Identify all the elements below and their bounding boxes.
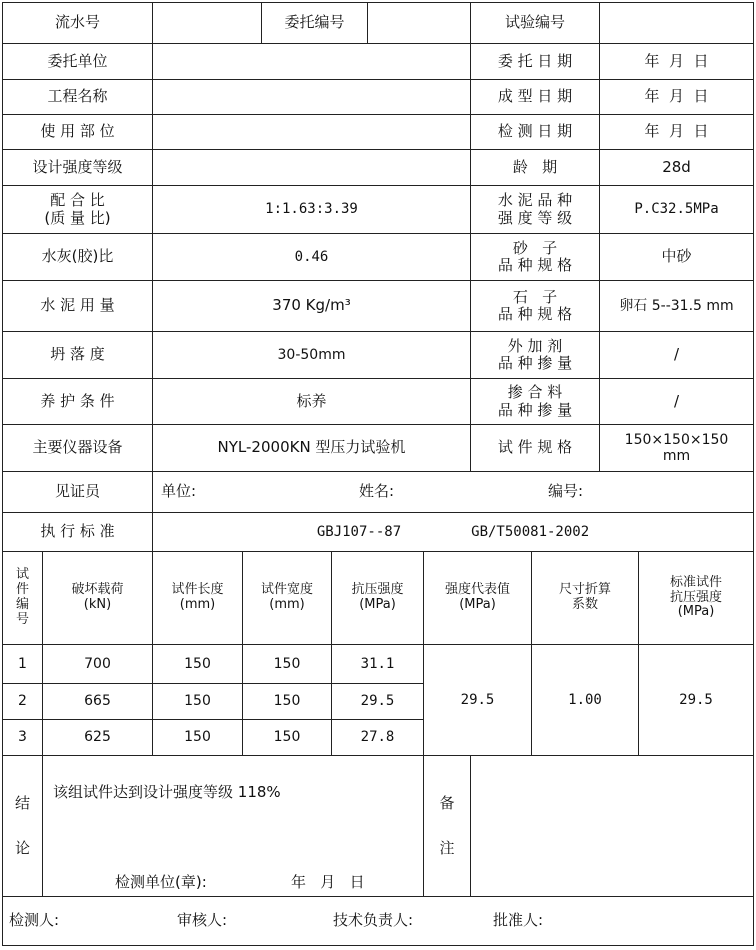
specimen-no-header-char4: 号 bbox=[15, 611, 29, 627]
standard-strength-header-line2: 抗压强度 bbox=[669, 589, 722, 605]
conclusion-unit-stamp: 检测单位(章): bbox=[115, 873, 207, 891]
standard-value-1: GBJ107--87 bbox=[316, 523, 402, 540]
load-header-line2: (kN) bbox=[83, 597, 112, 612]
row2-width[interactable]: 150 bbox=[242, 683, 332, 720]
addition-label bbox=[470, 378, 600, 425]
project-label: 工程名称 bbox=[2, 79, 153, 115]
slump-value[interactable]: 30-50mm bbox=[152, 331, 471, 379]
row1-width[interactable]: 150 bbox=[242, 644, 332, 684]
stone-label-line2: 品 种 规 格 bbox=[497, 305, 573, 323]
remarks-label-char2: 注 bbox=[439, 839, 455, 857]
sand-label bbox=[470, 233, 600, 281]
row2-length[interactable]: 150 bbox=[152, 683, 243, 720]
standard-label: 执 行 标 准 bbox=[2, 512, 153, 552]
specimen-no-header-char1: 试 bbox=[15, 567, 29, 583]
row2-strength[interactable]: 29.5 bbox=[331, 683, 424, 720]
representative-header-line2: (MPa) bbox=[459, 597, 496, 612]
witness-unit-label: 单位: bbox=[161, 482, 197, 501]
equipment-value[interactable]: NYL-2000KN 型压力试验机 bbox=[152, 424, 471, 472]
conclusion-text: 该组试件达到设计强度等级 118% bbox=[53, 783, 281, 801]
reviewer-label: 审核人: bbox=[177, 911, 228, 929]
witness-no-label: 编号: bbox=[548, 482, 584, 501]
standard-strength-header bbox=[638, 551, 754, 645]
specimen-no-header-char3: 编 bbox=[15, 597, 29, 612]
row3-no: 3 bbox=[2, 719, 43, 756]
standard-value-2: GB/T50081-2002 bbox=[471, 523, 590, 540]
size-factor-value[interactable]: 1.00 bbox=[531, 644, 639, 756]
cement-type-label-line2: 强 度 等 级 bbox=[497, 208, 573, 227]
cement-amount-label: 水 泥 用 量 bbox=[2, 280, 153, 332]
conclusion-box[interactable] bbox=[42, 755, 424, 897]
row1-strength[interactable]: 31.1 bbox=[331, 644, 424, 684]
age-value[interactable]: 28d bbox=[599, 149, 754, 186]
row2-load[interactable]: 665 bbox=[42, 683, 153, 720]
row3-width[interactable]: 150 bbox=[242, 719, 332, 756]
commission-date-label: 委 托 日 期 bbox=[470, 43, 600, 80]
conclusion-date: 年 月 日 bbox=[291, 873, 365, 891]
mix-ratio-label-line1: 配 合 比 bbox=[50, 191, 105, 210]
age-label: 龄 期 bbox=[470, 149, 600, 186]
client-value[interactable] bbox=[152, 43, 471, 80]
curing-label: 养 护 条 件 bbox=[2, 378, 153, 425]
specimen-size-value-line1: 150×150×150 bbox=[624, 431, 729, 448]
witness-label: 见证员 bbox=[2, 471, 153, 513]
strength-header bbox=[331, 551, 424, 645]
molding-date-value[interactable]: 年 月 日 bbox=[599, 79, 754, 115]
cement-type-label bbox=[470, 185, 600, 234]
admixture-value[interactable]: / bbox=[599, 331, 754, 379]
conclusion-label bbox=[2, 755, 43, 897]
test-no-value[interactable] bbox=[599, 2, 754, 44]
test-date-value[interactable]: 年 月 日 bbox=[599, 114, 754, 150]
width-header-line1: 试件宽度 bbox=[260, 582, 313, 598]
row2-no: 2 bbox=[2, 683, 43, 720]
wc-ratio-label: 水灰(胶)比 bbox=[2, 233, 153, 281]
specimen-size-value-line2: mm bbox=[662, 448, 691, 464]
row3-length[interactable]: 150 bbox=[152, 719, 243, 756]
commission-no-value[interactable] bbox=[367, 2, 471, 44]
conclusion-label-char2: 论 bbox=[14, 839, 30, 857]
mix-ratio-label-line2: (质 量 比) bbox=[44, 208, 111, 227]
mix-ratio-value[interactable]: 1:1.63:3.39 bbox=[152, 185, 471, 234]
signature-row bbox=[2, 896, 754, 946]
curing-value[interactable]: 标养 bbox=[152, 378, 471, 425]
client-label: 委托单位 bbox=[2, 43, 153, 80]
tech-lead-label: 技术负责人: bbox=[333, 911, 414, 929]
test-no-label: 试验编号 bbox=[470, 2, 600, 44]
addition-label-line1: 掺 合 料 bbox=[507, 383, 563, 402]
cement-amount-value[interactable]: 370 Kg/m³ bbox=[152, 280, 471, 332]
sand-label-line2: 品 种 规 格 bbox=[497, 256, 573, 274]
standard-strength-header-line3: (MPa) bbox=[677, 604, 715, 620]
addition-value[interactable]: / bbox=[599, 378, 754, 425]
representative-header-line1: 强度代表值 bbox=[444, 582, 510, 598]
admixture-label-line1: 外 加 剂 bbox=[507, 336, 563, 355]
commission-date-value[interactable]: 年 月 日 bbox=[599, 43, 754, 80]
standard-strength-header-line1: 标准试件 bbox=[669, 574, 722, 590]
strength-header-line1: 抗压强度 bbox=[351, 582, 404, 598]
witness-info[interactable] bbox=[152, 471, 754, 513]
representative-value[interactable]: 29.5 bbox=[423, 644, 532, 756]
length-header bbox=[152, 551, 243, 645]
approver-label: 批准人: bbox=[493, 911, 544, 929]
specimen-size-value[interactable] bbox=[599, 424, 754, 472]
sand-value[interactable]: 中砂 bbox=[599, 233, 754, 281]
specimen-no-header bbox=[2, 551, 43, 645]
project-value[interactable] bbox=[152, 79, 471, 115]
cement-type-value[interactable]: P.C32.5MPa bbox=[599, 185, 754, 234]
grade-value[interactable] bbox=[152, 149, 471, 186]
molding-date-label: 成 型 日 期 bbox=[470, 79, 600, 115]
standard-value[interactable] bbox=[152, 512, 754, 552]
mix-ratio-label bbox=[2, 185, 153, 234]
cement-type-label-line1: 水 泥 品 种 bbox=[497, 191, 573, 210]
stone-label bbox=[470, 280, 600, 332]
addition-label-line2: 品 种 掺 量 bbox=[497, 400, 573, 419]
location-label: 使 用 部 位 bbox=[2, 114, 153, 150]
remarks-value[interactable] bbox=[470, 755, 754, 897]
admixture-label-line2: 品 种 掺 量 bbox=[497, 354, 573, 372]
sand-label-line1: 砂 子 bbox=[512, 238, 558, 257]
specimen-size-label: 试 件 规 格 bbox=[470, 424, 600, 472]
serial-no-label: 流水号 bbox=[2, 2, 153, 44]
row1-no: 1 bbox=[2, 644, 43, 684]
equipment-label: 主要仪器设备 bbox=[2, 424, 153, 472]
serial-no-value[interactable] bbox=[152, 2, 262, 44]
row1-length[interactable]: 150 bbox=[152, 644, 243, 684]
conclusion-label-char1: 结 bbox=[14, 793, 30, 812]
length-header-line1: 试件长度 bbox=[171, 582, 224, 598]
stone-label-line1: 石 子 bbox=[512, 287, 558, 306]
size-factor-header-line2: 系数 bbox=[571, 597, 598, 612]
size-factor-header-line1: 尺寸折算 bbox=[558, 582, 611, 598]
slump-label: 坍 落 度 bbox=[2, 331, 153, 379]
row3-strength[interactable]: 27.8 bbox=[331, 719, 424, 756]
remarks-label-char1: 备 bbox=[439, 793, 455, 812]
specimen-no-header-char2: 件 bbox=[15, 582, 29, 598]
load-header-line1: 破坏载荷 bbox=[71, 582, 124, 598]
size-factor-header bbox=[531, 551, 639, 645]
remarks-label bbox=[423, 755, 471, 897]
length-header-line2: (mm) bbox=[179, 597, 216, 612]
grade-label: 设计强度等级 bbox=[2, 149, 153, 186]
strength-header-line2: (MPa) bbox=[359, 597, 396, 612]
test-date-label: 检 测 日 期 bbox=[470, 114, 600, 150]
width-header-line2: (mm) bbox=[269, 597, 305, 612]
row3-load[interactable]: 625 bbox=[42, 719, 153, 756]
wc-ratio-value[interactable]: 0.46 bbox=[152, 233, 471, 281]
width-header bbox=[242, 551, 332, 645]
location-value[interactable] bbox=[152, 114, 471, 150]
row1-load[interactable]: 700 bbox=[42, 644, 153, 684]
stone-value[interactable]: 卵石 5--31.5 mm bbox=[599, 280, 754, 332]
admixture-label bbox=[470, 331, 600, 379]
commission-no-label: 委托编号 bbox=[261, 2, 368, 44]
representative-header bbox=[423, 551, 532, 645]
witness-name-label: 姓名: bbox=[359, 482, 395, 501]
load-header bbox=[42, 551, 153, 645]
tester-label: 检测人: bbox=[9, 911, 60, 929]
standard-strength-value[interactable]: 29.5 bbox=[638, 644, 754, 756]
